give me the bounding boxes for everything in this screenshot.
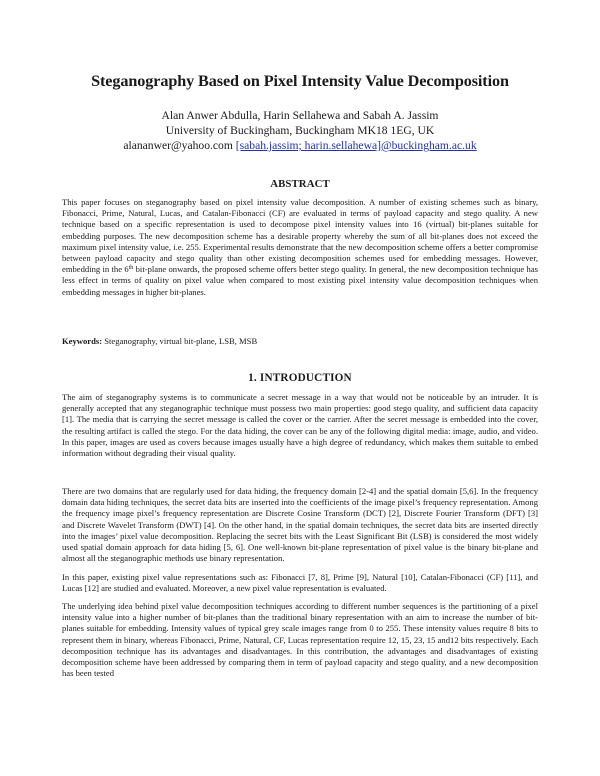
author-names: Alan Anwer Abdulla, Harin Sellahewa and Sabah A. Jassim bbox=[161, 109, 439, 122]
intro-paragraph: The underlying idea behind pixel value decomposition techniques according to different number sequences is the partitioning of a pixel intensity value into a higher number of bit-planes than the traditional binary representation with an aim to increase the number of bit-planes suitable for embedding. Intensity values of typical grey scale images range from 0 to 255. These intensity values require 8 bits to represent them in binary, whereas Fibonacci, Prime, Natural, CF, Lucas representation require 12, 15, 23, 15 and12 bits respectively. Each decomposition technique has its advantages and disadvantages. In this contribution, the advantages and disadvantages of existing decomposition scheme have been addressed by comparing them in term of payload capacity and stego quality, and a new decomposition has been tested bbox=[62, 601, 538, 679]
intro-paragraph: The aim of steganography systems is to communicate a secret message in a way that would not be noticeable by an intruder. It is generally accepted that any steganographic technique must possess two main properties: good stego quality, and sufficient data capacity [1]. The media that is carrying the secret message is called the cover or the carrier. After the secret message is embedded into the cover, the resulting artifact is called the stego. For the data hiding, the cover can be any of the following digital media: image, audio, and video. In this paper, images are used as covers because images usually have a high degree of redundancy, which makes them suitable to embed information without degrading their visual quality. bbox=[62, 392, 538, 459]
intro-paragraph: In this paper, existing pixel value representations such as: Fibonacci [7, 8], Prime [9], Natural [10], Catalan-Fibonacci (CF) [11], and Lucas [12] are studied and evaluated. Moreover, a new pixel value representation is evaluated. bbox=[62, 572, 538, 594]
abstract-body bbox=[62, 197, 538, 298]
abstract-text-part2: bit-plane onwards, the proposed scheme offers better stego quality. In general, the new decomposition technique has less effect in terms of quality on pixel value when compared to most existing pixel intensity value decomposition techniques when embedding messages in higher bit-planes. bbox=[62, 264, 538, 297]
abstract-superscript: th bbox=[128, 265, 134, 272]
keywords-text: Steganography, virtual bit-plane, LSB, MSB bbox=[104, 336, 258, 346]
paper-title: Steganography Based on Pixel Intensity Value Decomposition bbox=[91, 72, 509, 90]
author-affiliation: University of Buckingham, Buckingham MK18 1EG, UK bbox=[165, 124, 435, 137]
email-link[interactable]: [sabah.jassim; harin.sellahewa]@buckingham.ac.uk bbox=[235, 139, 477, 152]
section-heading-introduction: 1. INTRODUCTION bbox=[248, 372, 352, 384]
author-emails bbox=[0, 139, 600, 152]
abstract-heading: ABSTRACT bbox=[270, 178, 330, 190]
email-plain: alananwer@yahoo.com bbox=[123, 139, 233, 152]
abstract-text-part1: This paper focuses on steganography based on pixel intensity value decomposition. A number of existing schemes such as binary, Fibonacci, Prime, Natural, Lucas, and Catalan-Fibonacci (CF) are evaluated in terms of payload capacity and stego quality. A new technique based on a specific representation is used to decompose pixel intensity values into 16 (virtual) bit-planes suitable for embedding purposes. The new decomposition scheme has a desirable property whereby the sum of all bit-planes does not exceed the maximum pixel intensity value, i.e. 255. Experimental results demonstrate that the new decomposition scheme offers a better compromise between payload capacity and stego quality than other existing decomposition schemes used for embedding messages. However, embedding in the 6 bbox=[62, 197, 538, 275]
keywords-line bbox=[62, 336, 538, 347]
intro-paragraph: There are two domains that are regularly used for data hiding, the frequency domain [2-4] and the spatial domain [5,6]. In the frequency domain data hiding techniques, the secret data bits are inserted into the coefficients of the image pixel’s frequency representation. Among the frequency image pixel’s frequency representation are Discrete Cosine Transform (DCT) [2], Discrete Fourier Transform (DFT) [3] and Discrete Wavelet Transform (DWT) [4]. On the other hand, in the spatial domain techniques, the secret data bits are inserted directly into the images’ pixel value decomposition. Replacing the secret bits with the Least Significant Bit (LSB) is considered the most widely used spatial domain approach for data hiding [5, 6]. One well-known bit-plane representation of pixel value is the binary bit-plane and almost all the steganographic methods use binary representation. bbox=[62, 486, 538, 564]
keywords-label: Keywords: bbox=[62, 336, 103, 346]
